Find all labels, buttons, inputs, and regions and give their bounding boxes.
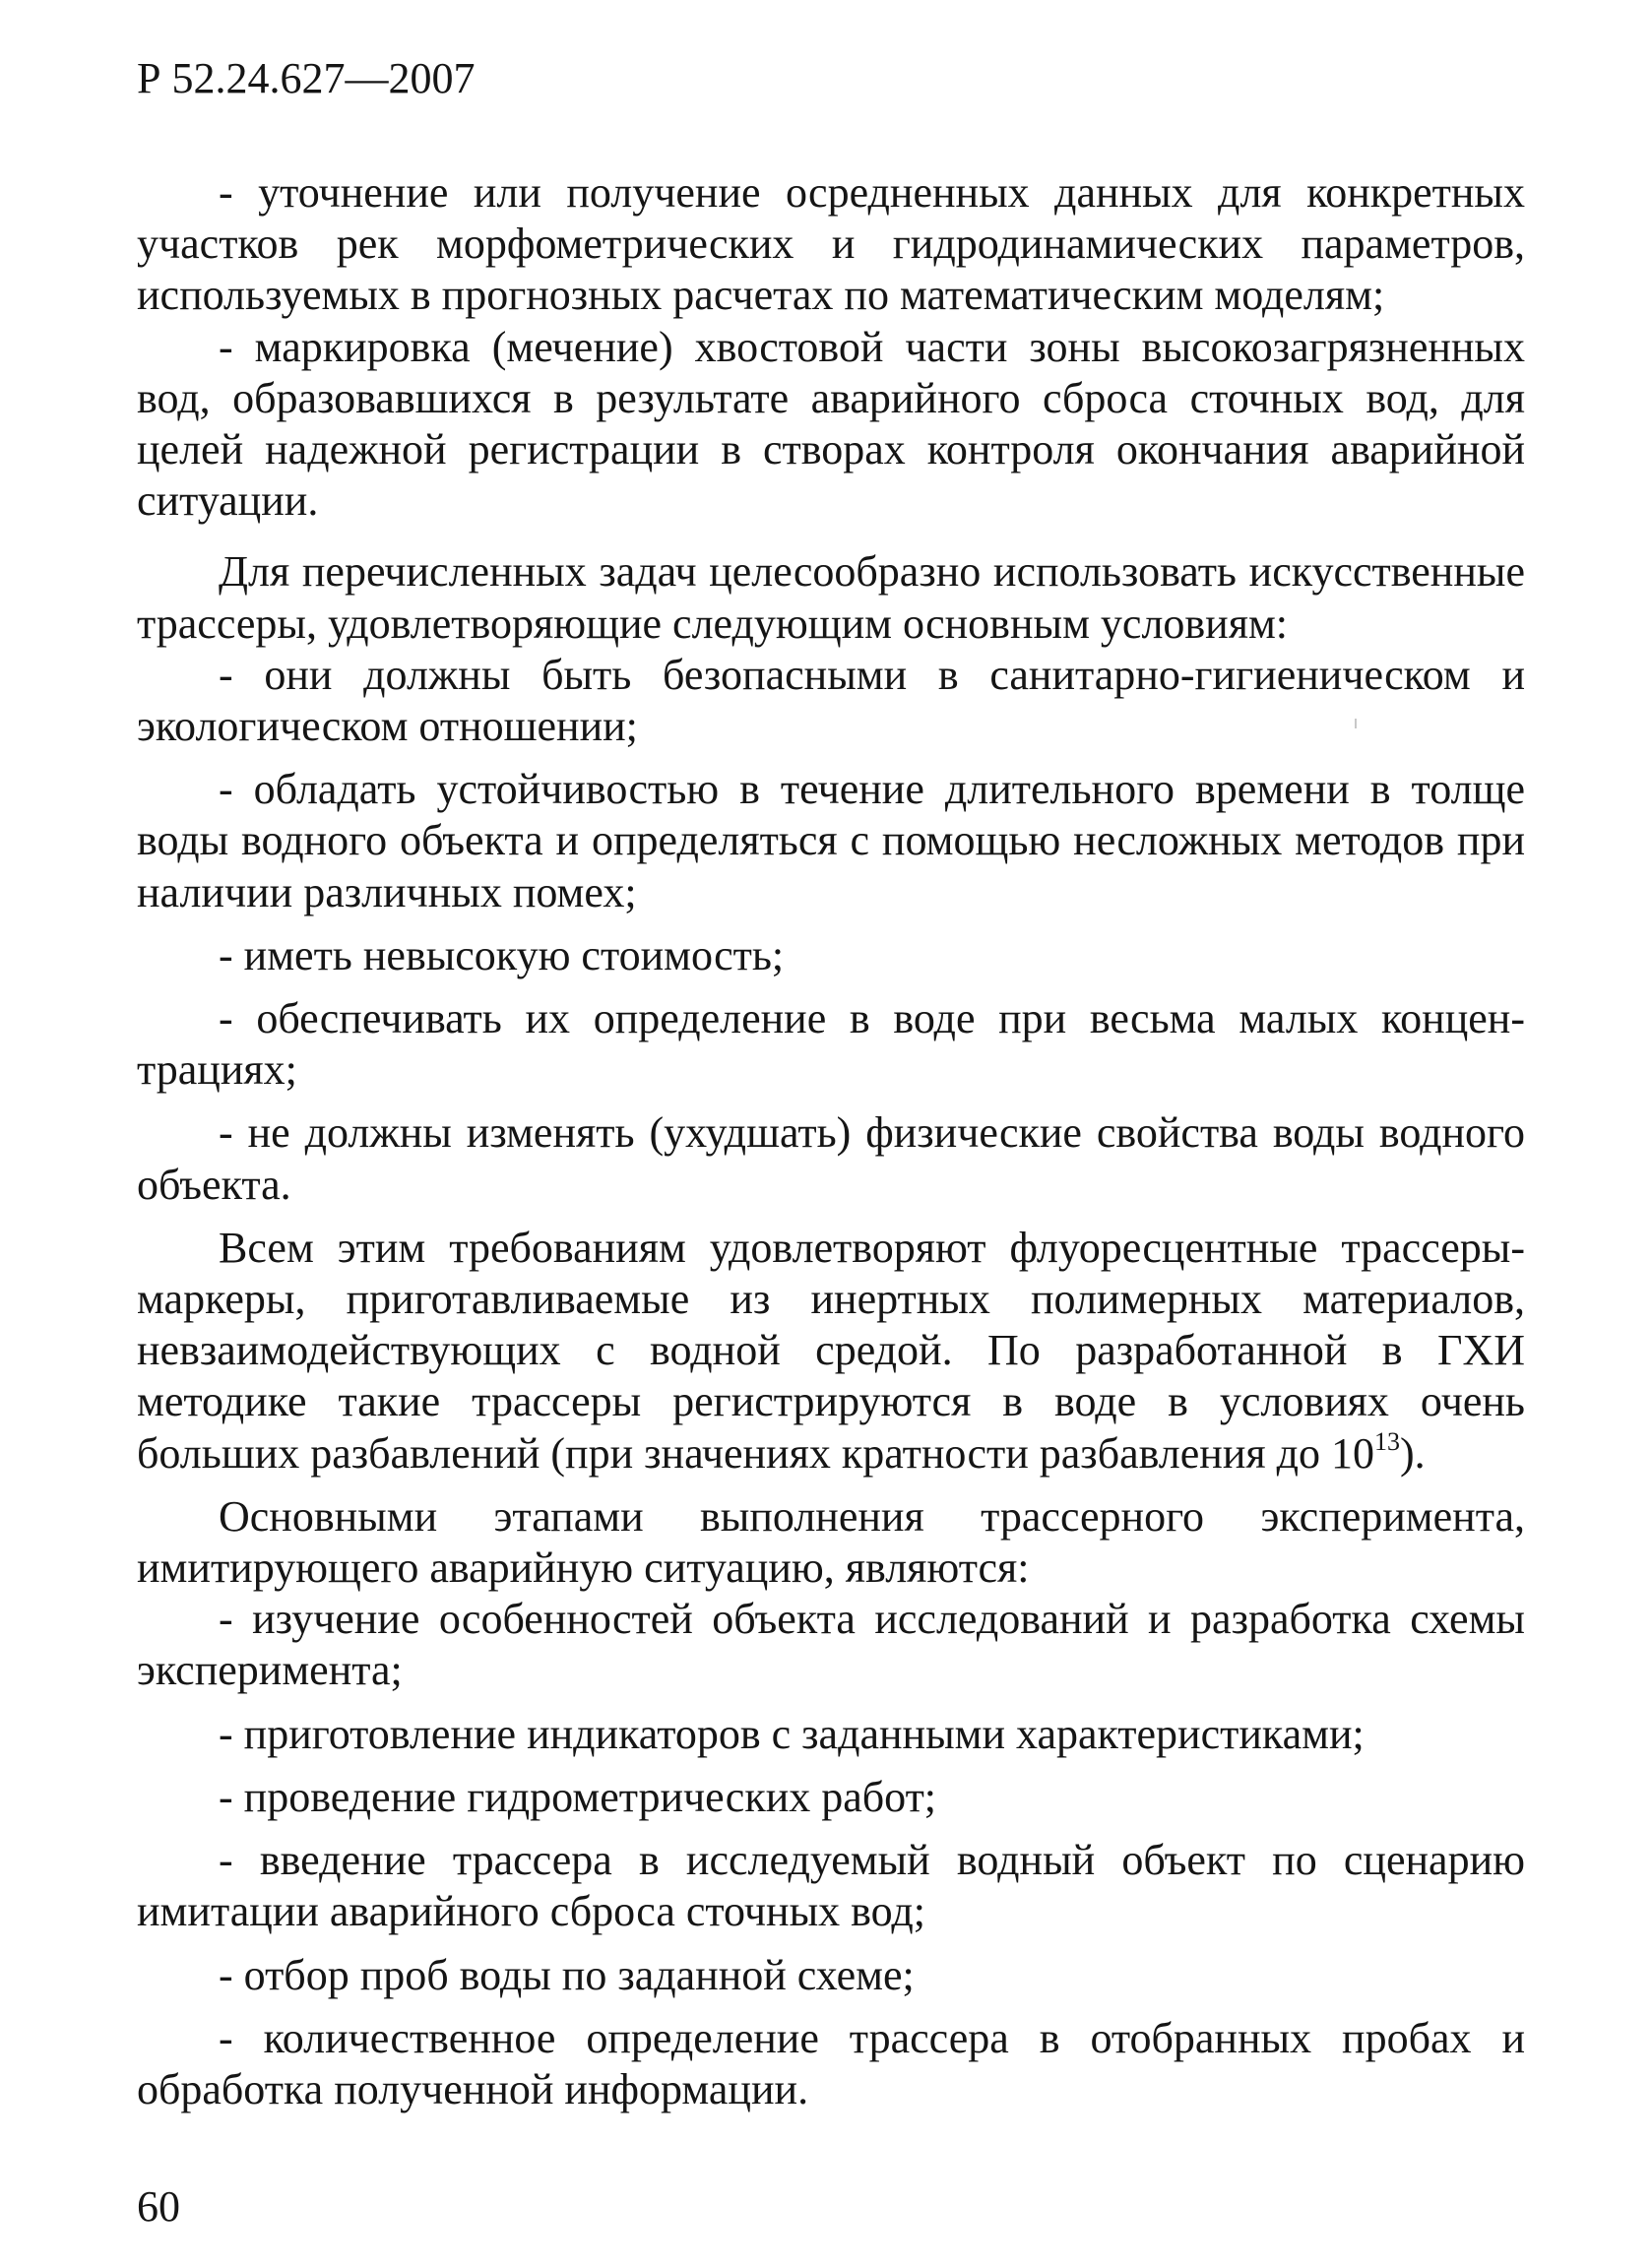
page-number: 60 xyxy=(137,2182,180,2231)
list-item: - введение трассера в исследуемый водный объект по сценарию имитации аварийного сброса сточных вод; xyxy=(137,1836,1525,1936)
list-item: - отбор проб воды по заданной схеме; xyxy=(219,1950,915,1999)
list-item: - количественное определение трассера в отобранных пробах и обработка полученной информации. xyxy=(137,2013,1525,2113)
paragraph: Основными этапами выполнения трассерного эксперимента, имитирующего аварийную ситуацию, являются: xyxy=(137,1491,1525,1593)
document-code: Р 52.24.627—2007 xyxy=(137,54,476,102)
paragraph-text: Всем этим требованиям удовлетворяют флуоресцентные трассеры-маркеры, приготавливаемые из инертных полимерных материалов, невзаимодействующих с водной средой. По разработанной в ГХИ методике такие трассеры регистрируются в воде в условиях очень больших разбавлений (при значениях кратности разбавления до xyxy=(137,1223,1525,1478)
dilution-exponent: 13 xyxy=(1374,1426,1401,1456)
paragraph: Для перечисленных задач целесообразно использовать искусственные трассеры, удовлетворяющие следующим основным условиям: xyxy=(137,547,1525,648)
body-text xyxy=(137,167,1525,2127)
list-item: - обладать устойчивостью в течение длительного времени в толще воды водного объекта и определяться с помощью несложных методов при наличии различных помех; xyxy=(137,765,1525,916)
list-item: - иметь невысокую стоимость; xyxy=(219,930,785,979)
list-item: - маркировка (мечение) хвостовой части зоны высокозагрязненных вод, образовавшихся в результате аварийного сброса сточных вод, для целей надежной регистрации в створах контроля окончания аварийной ситуации. xyxy=(137,322,1525,526)
paragraph xyxy=(137,1223,1525,1480)
list-item: - обеспечивать их определение в воде при весьма малых концентрациях; xyxy=(137,994,1525,1095)
list-item: - уточнение или получение осредненных данных для конкретных участков рек морфометрических и гидродинамических параметров, используемых в прогнозных расчетах по математическим моделям; xyxy=(137,168,1525,320)
scan-speck xyxy=(1355,719,1357,728)
list-item: - не должны изменять (ухудшать) физические свойства воды водного объекта. xyxy=(137,1108,1525,1209)
dilution-base: 10 xyxy=(1331,1428,1375,1478)
list-item: - они должны быть безопасными в санитарно-гигиеническом и экологическом отношении; xyxy=(137,650,1525,751)
list-item: - изучение особенностей объекта исследований и разработка схемы эксперимента; xyxy=(137,1595,1525,1695)
list-item: - приготовление индикаторов с заданными характеристиками; xyxy=(219,1709,1365,1758)
list-item: - проведение гидрометрических работ; xyxy=(219,1772,937,1821)
dilution-closing: ). xyxy=(1400,1428,1426,1478)
